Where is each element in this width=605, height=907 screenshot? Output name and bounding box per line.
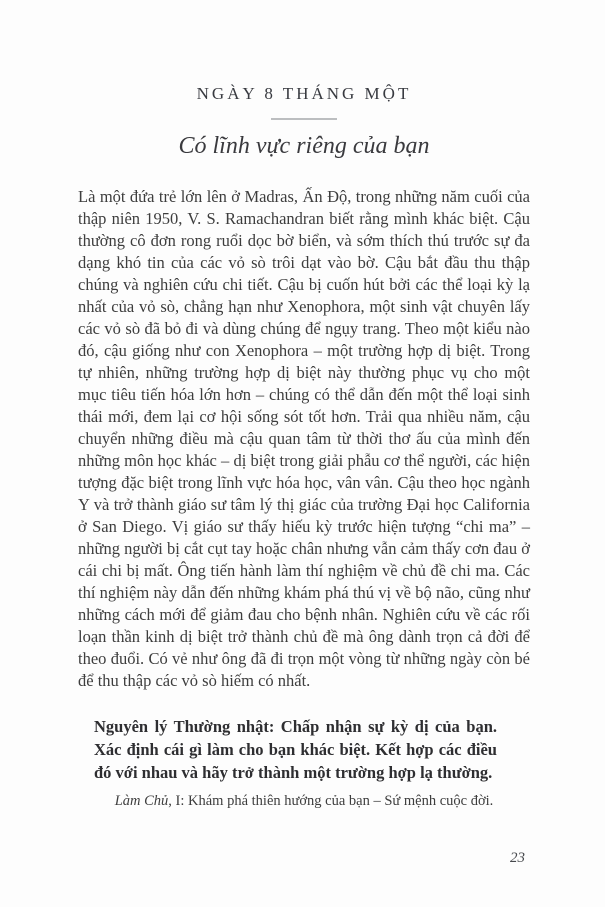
body-paragraph: Là một đứa trẻ lớn lên ở Madras, Ấn Độ, trong những năm cuối của thập niên 1950, V. S. Ramachandran biết rằng mình khác biệt. Cậu thường cô đơn rong ruổi dọc bờ biển, và sớm thích thú trước sự đa dạng khó tin của các vỏ sò trôi dạt vào bờ. Cậu bắt đầu thu thập chúng và nghiên cứu chi tiết. Cậu bị cuốn hút bởi các thể loại kỳ lạ nhất của vỏ sò, chẳng hạn như Xenophora, một sinh vật chuyên lấy các vỏ sò đã bỏ đi và dùng chúng để ngụy trang. Theo một kiểu nào đó, cậu giống như con Xenophora – một trường hợp dị biệt. Trong tự nhiên, những trường hợp dị biệt này thường phục vụ cho một mục tiêu tiến hóa lớn hơn – chúng có thể dẫn đến một thể loại sinh thái mới, đem lại cơ hội sống sót tốt hơn. Trải qua nhiều năm, cậu chuyển những điều mà cậu quan tâm từ thời thơ ấu của mình đến những môn học khác – dị biệt trong giải phẫu cơ thể người, các hiện tượng đặc biệt trong lĩnh vực hóa học, vân vân. Cậu theo học ngành Y và trở thành giáo sư tâm lý thị giác của trường Đại học California ở San Diego. Vị giáo sư thấy hiếu kỳ trước hiện tượng “chi ma” – những người bị cắt cụt tay hoặc chân nhưng vẫn cảm thấy cơn đau ở cái chi bị mất. Ông tiến hành làm thí nghiệm về chủ đề chi ma. Các thí nghiệm này dẫn đến những khám phá thú vị về bộ não, cũng như những cách mới để giảm đau cho bệnh nhân. Nghiên cứu về các rối loạn thần kinh dị biệt trở thành chủ đề mà ông dành trọn cả đời để theo đuổi. Có vẻ như ông đã đi trọn một vòng từ những ngày còn bé để thu thập các vỏ sò hiếm có nhất. [78,187,530,690]
daily-law-principle: Nguyên lý Thường nhật: Chấp nhận sự kỳ dị của bạn. Xác định cái gì làm cho bạn khác biệt. Kết hợp các điều đó với nhau và hãy trở thành một trường hợp lạ thường. [94,717,497,782]
source-citation [78,793,530,810]
chapter-title: Có lĩnh vực riêng của bạn [178,133,430,159]
header-divider [271,118,337,120]
page-number: 23 [510,850,525,866]
source-book-title: Làm Chủ [114,793,169,809]
source-citation-text: , I: Khám phá thiên hướng của bạn – Sứ mệnh cuộc đời. [168,793,494,809]
day-heading: NGÀY 8 THÁNG MỘT [196,84,412,103]
